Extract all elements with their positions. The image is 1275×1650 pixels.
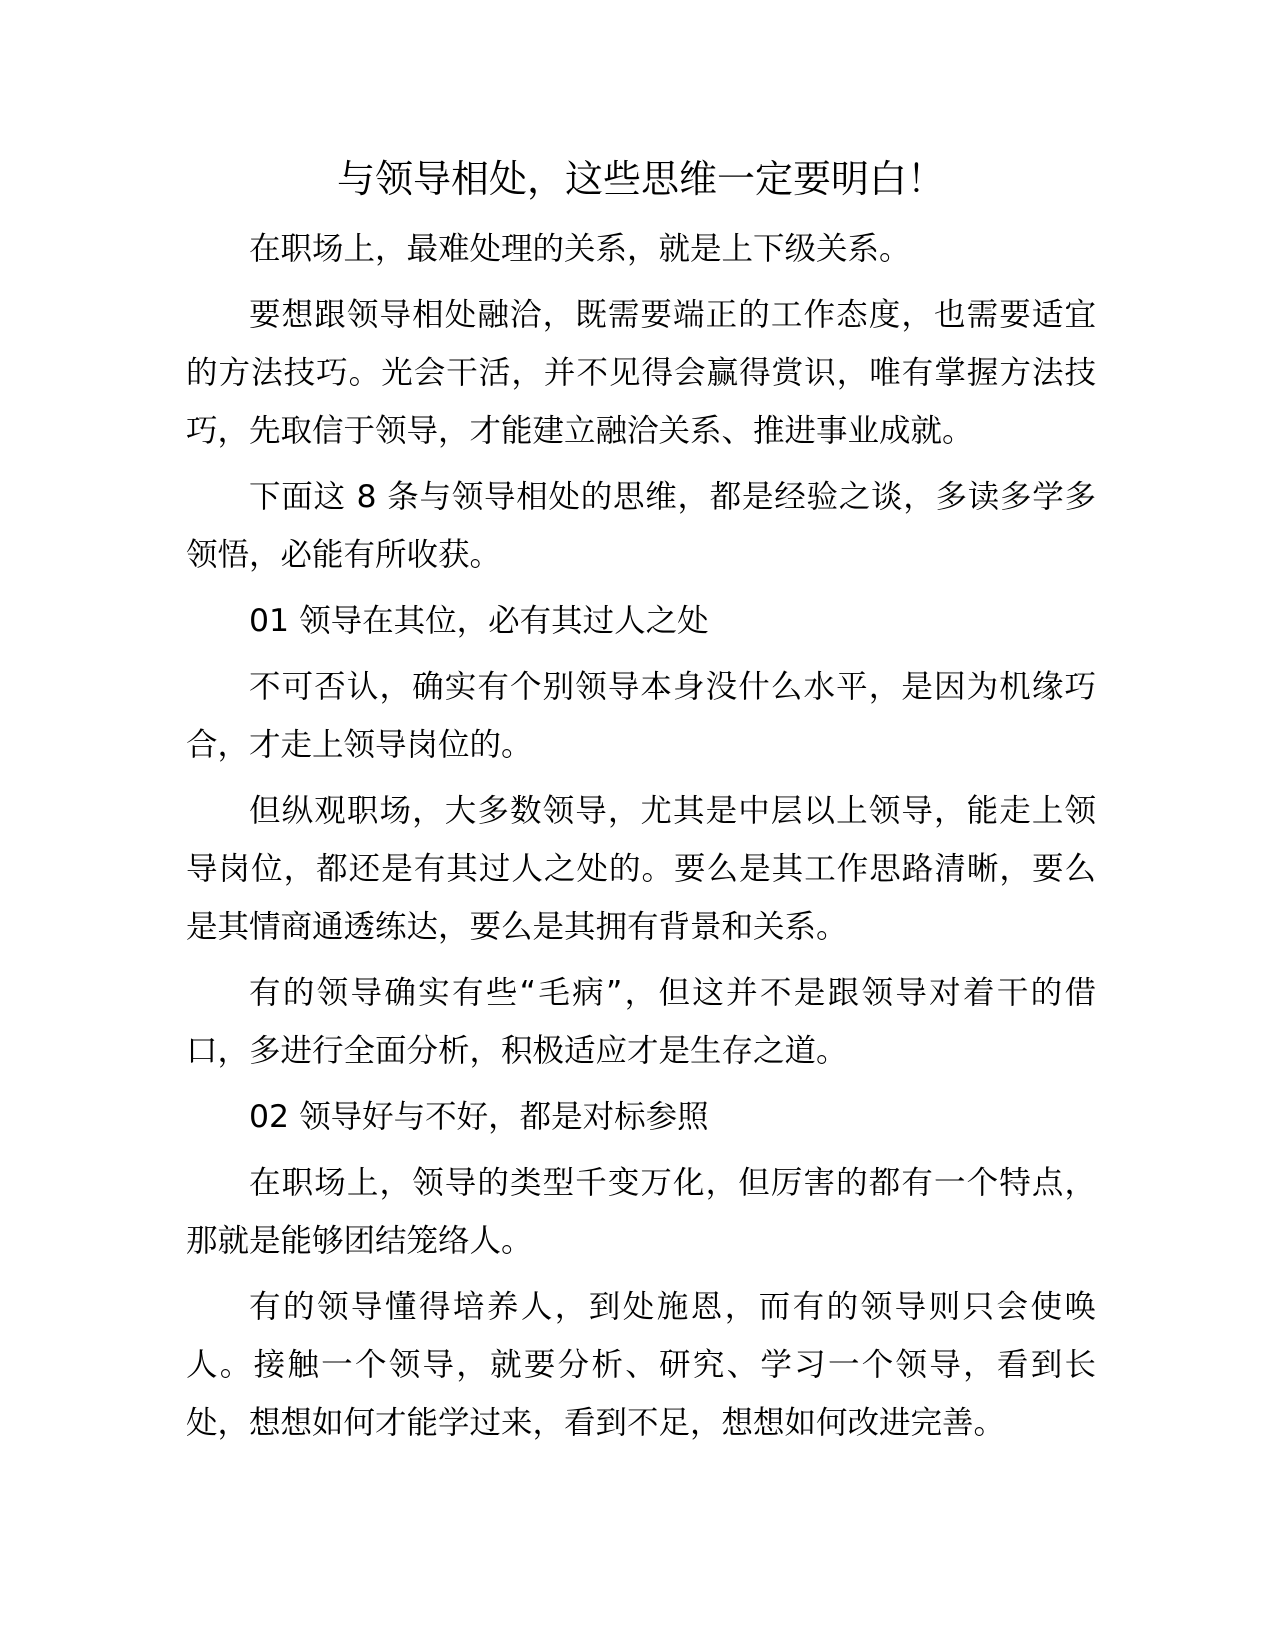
paragraph-01-b: 但纵观职场，大多数领导，尤其是中层以上领导，能走上领导岗位，都还是有其过人之处的。要么是其工作思路清晰，要么是其情商通透练达，要么是其拥有背景和关系。 bbox=[186, 793, 1096, 945]
paragraph-02-a: 在职场上，领导的类型千变万化，但厉害的都有一个特点，那就是能够团结笼络人。 bbox=[186, 1165, 1096, 1259]
paragraph-02-b: 有的领导懂得培养人，到处施恩，而有的领导则只会使唤人。接触一个领导，就要分析、研究、学习一个领导，看到长处，想想如何才能学过来，看到不足，想想如何改进完善。 bbox=[186, 1289, 1096, 1441]
document-title: 与领导相处，这些思维一定要明白！ bbox=[336, 157, 945, 201]
paragraph-overview: 下面这 8 条与领导相处的思维，都是经验之谈，多读多学多领悟，必能有所收获。 bbox=[186, 479, 1096, 573]
paragraph-01-c: 有的领导确实有些“毛病”，但这并不是跟领导对着干的借口，多进行全面分析，积极适应才是生存之道。 bbox=[186, 975, 1096, 1069]
paragraph-intro: 在职场上，最难处理的关系，就是上下级关系。 bbox=[249, 231, 911, 267]
paragraph-methods: 要想跟领导相处融洽，既需要端正的工作态度，也需要适宜的方法技巧。光会干活，并不见得会赢得赏识，唯有掌握方法技巧，先取信于领导，才能建立融洽关系、推进事业成就。 bbox=[186, 297, 1096, 449]
document-page bbox=[186, 146, 1096, 1460]
paragraph-01-a: 不可否认，确实有个别领导本身没什么水平，是因为机缘巧合，才走上领导岗位的。 bbox=[186, 669, 1096, 763]
section-heading-01: 01 领导在其位，必有其过人之处 bbox=[249, 603, 709, 639]
section-heading-02: 02 领导好与不好，都是对标参照 bbox=[249, 1099, 709, 1135]
